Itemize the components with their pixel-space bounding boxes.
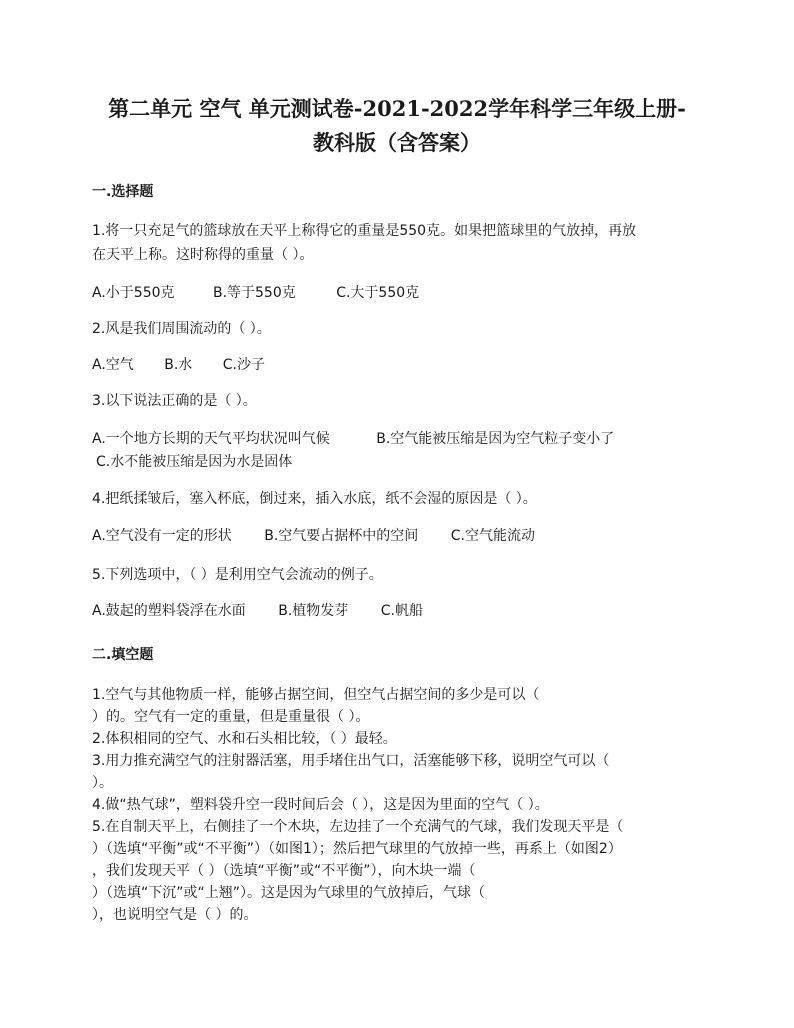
q1-line-1: 1.将一只充足气的篮球放在天平上称得它的重量是550克。如果把篮球里的气放掉，再放 — [92, 223, 637, 239]
q1-option-c: C.大于550克 — [336, 285, 420, 301]
q4-option-a: A.空气没有一定的形状 — [92, 528, 232, 544]
q5-option-a: A.鼓起的塑料袋浮在水面 — [92, 603, 246, 619]
q5-options — [92, 600, 423, 620]
q3-option-b: B.空气能被压缩是因为空气粒子变小了 — [376, 431, 615, 447]
section-heading-choice: 一.选择题 — [92, 184, 154, 200]
q2-options — [92, 354, 265, 374]
fill-line-10: ）（选填“下沉”或“上翘”）。这是因为气球里的气放掉后，气球（ — [92, 885, 486, 901]
q2-option-c: C.沙子 — [222, 357, 265, 373]
fill-line-5: ）。 — [92, 775, 113, 791]
fill-line-1: 1.空气与其他物质一样，能够占据空间，但空气占据空间的多少是可以（ — [92, 687, 540, 703]
document-title — [60, 92, 734, 160]
fill-line-3: 2.体积相同的空气、水和石头相比较，（ ）最轻。 — [92, 731, 397, 747]
q1-option-a: A.小于550克 — [92, 285, 175, 301]
q2-line-1: 2.风是我们周围流动的（ ）。 — [92, 321, 271, 337]
q5-option-c: C.帆船 — [380, 603, 423, 619]
fill-line-2: ）的。空气有一定的重量，但是重量很（ ）。 — [92, 709, 370, 725]
section-heading-fill: 二.填空题 — [92, 647, 154, 663]
fill-line-11: ），也说明空气是（ ）的。 — [92, 907, 258, 923]
q4-line-1: 4.把纸揉皱后，塞入杯底，倒过来，插入水底，纸不会湿的原因是（ ）。 — [92, 491, 537, 507]
q3-options-row-1 — [92, 428, 614, 448]
q1-line-2: 在天平上称。这时称得的重量（ ）。 — [92, 247, 314, 263]
q4-option-c: C.空气能流动 — [450, 528, 535, 544]
title-line-2: 教科版（含答案） — [313, 130, 481, 155]
q4-options — [92, 525, 535, 545]
q3-option-a: A.一个地方长期的天气平均状况叫气候 — [92, 431, 330, 447]
title-line-1: 第二单元 空气 单元测试卷-2021-2022学年科学三年级上册- — [108, 96, 686, 121]
fill-line-9: ，我们发现天平（ ）（选填“平衡”或“不平衡”），向木块一端（ — [92, 863, 476, 879]
fill-line-8: ）（选填“平衡”或“不平衡”）（如图1）；然后把气球里的气放掉一些，再系上（如图2） — [92, 841, 622, 857]
q5-line-1: 5.下列选项中，（ ）是利用空气会流动的例子。 — [92, 567, 383, 583]
q1-options — [92, 282, 419, 302]
q2-option-b: B.水 — [164, 357, 193, 373]
fill-line-7: 5.在自制天平上，右侧挂了一个木块，左边挂了一个充满气的气球，我们发现天平是（ — [92, 819, 624, 835]
fill-line-4: 3.用力推充满空气的注射器活塞，用手堵住出气口，活塞能够下移，说明空气可以（ — [92, 753, 610, 769]
q4-option-b: B.空气要占据杯中的空间 — [264, 528, 419, 544]
q3-option-c: C.水不能被压缩是因为水是固体 — [96, 454, 293, 470]
q1-option-b: B.等于550克 — [212, 285, 296, 301]
q2-option-a: A.空气 — [92, 357, 134, 373]
q5-option-b: B.植物发芽 — [278, 603, 349, 619]
fill-line-6: 4.做“热气球”，塑料袋升空一段时间后会（ ），这是因为里面的空气（ ）。 — [92, 797, 549, 813]
q3-line-1: 3.以下说法正确的是（ ）。 — [92, 393, 257, 409]
